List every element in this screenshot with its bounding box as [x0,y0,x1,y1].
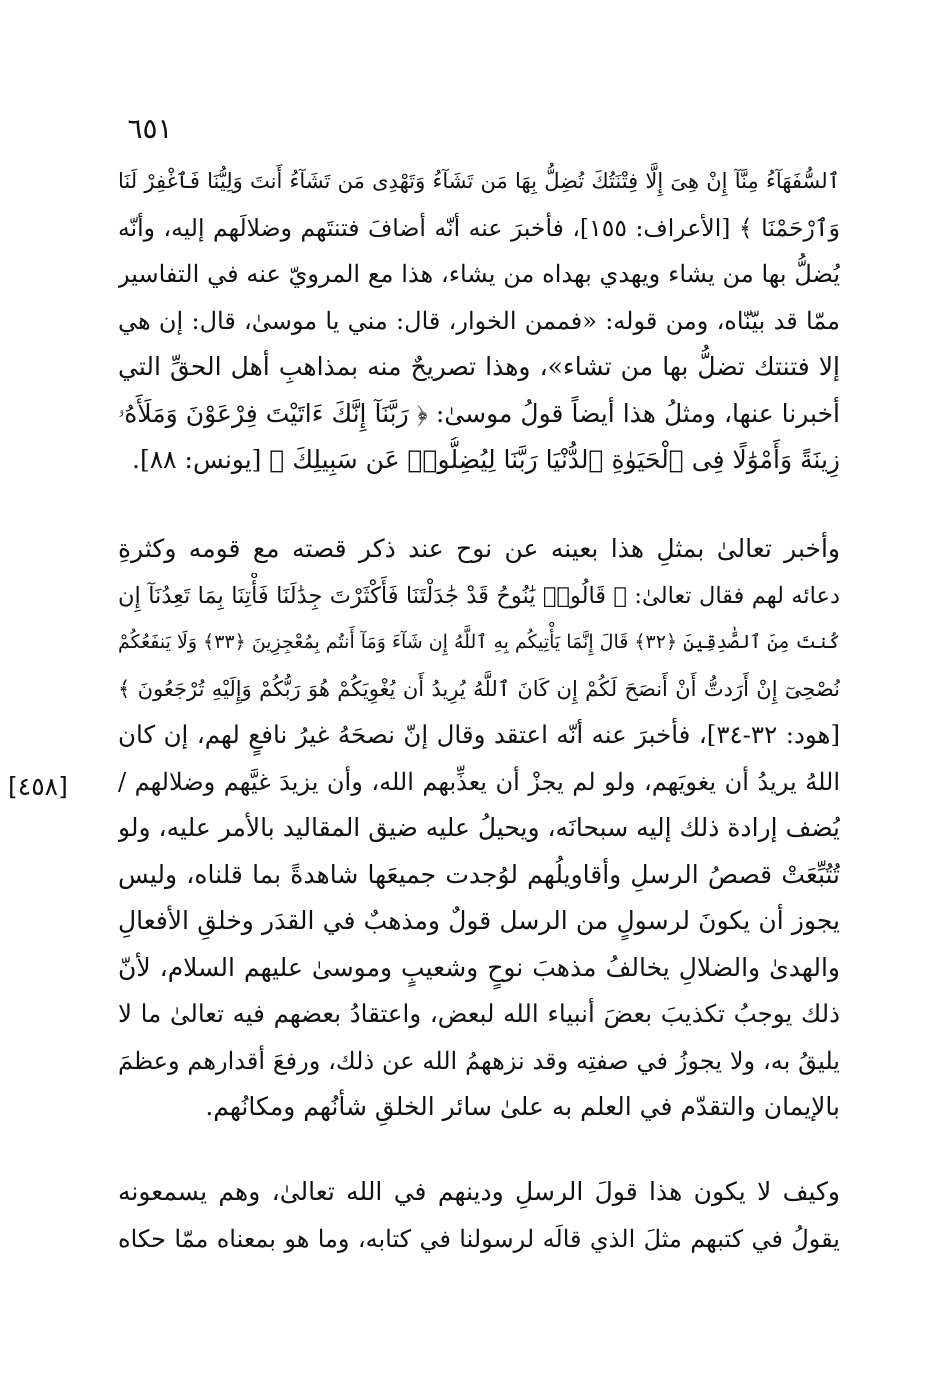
paragraph-3 [118,1169,840,1262]
text-line: وَٱرْحَمْنَا ﴾ [الأعراف: ١٥٥]، فأخبرَ عنه أنّه أضافَ فتنتَهم وضلالَهم إليه، وأنّه [118,213,840,242]
text-line: كُنتَ مِنَ ٱلصَّٰدِقِينَ ﴿٣٢﴾ قَالَ إِنَّمَا يَأْتِيكُم بِهِ ٱللَّهُ إِن شَآءَ وَمَآ أَنتُم بِمُعْجِزِينَ ﴿٣٣﴾ وَلَا يَنفَعُكُمْ [118,631,840,653]
text-line: ممّا قد بيّنّاه، ومن قوله: «فممن الخوار، قال: مني يا موسىٰ، قال: إن هي [118,306,840,335]
text-line: بالإيمان والتقدّم في العلم به علىٰ سائر الخلقِ شأنُهم ومكانُهم. [205,1092,840,1121]
page-number: ٦٥١ [127,112,173,145]
text-line: اللهُ يريدُ أن يغويَهم، ولو لم يجزْ أن يعذِّبهم الله، وأن يزيدَ غيَّهم وضلالهم / [118,767,840,796]
text-line: يُضف إرادة ذلك إليه سبحانَه، ويحيلُ عليه ضيق المقاليد بالأمر عليه، ولو [118,813,840,842]
text-line: دعائه لهم فقال تعالىٰ: ﴿ قَالُوا۟ يَٰنُوحُ قَدْ جَٰدَلْتَنَا فَأَكْثَرْتَ جِدَٰلَنَا فَأْتِنَا بِمَا تَعِدُنَآ إِن [118,582,840,609]
text-line: تُتُبِّعَتْ قصصُ الرسلِ وأقاويلُهم لوُجدت جميعَها شاهدةً بما قلناه، وليس [118,859,840,889]
text-line: [هود: ٣٢-٣٤]، فأخبرَ عنه أنّه اعتقد وقال إنّ نصحَهُ غيرُ نافعٍ لهم، إن كان [118,720,840,749]
text-line: والهدىٰ والضلالِ يخالفُ مذهبَ نوحٍ وشعيبٍ وموسىٰ عليهم السلام، لأنّ [118,952,840,982]
text-line: يليقُ به، ولا يجوزُ في صفتِه وقد نزههمُ الله عن ذلك، ورفعَ أقدارهم وعظمَ [118,1046,840,1075]
margin-page-reference: [٤٥٨] [8,772,68,801]
text-line: زِينَةً وَأَمْوَٰلًا فِى ٱلْحَيَوٰةِ ٱلدُّنْيَا رَبَّنَا لِيُضِلُّوا۟ عَن سَبِيلِكَ ﴾ [يونس: ٨٨]. [132,445,840,474]
text-line: ٱلسُّفَهَآءُ مِنَّآ إِنْ هِىَ إِلَّا فِتْنَتُكَ تُضِلُّ بِهَا مَن تَشَآءُ وَتَهْدِى مَن تَشَآءُ أَنتَ وَلِيُّنَا فَٱغْفِرْ لَنَا [118,169,840,193]
paragraph-2 [118,526,840,1131]
text-line: ذلك يوجبُ تكذيبَ بعضَ أنبياء الله لبعض، واعتقادُ بعضهم فيه تعالىٰ ما لا [118,999,840,1028]
text-line: وأخبر تعالىٰ بمثلِ هذا بعينه عن نوح عند ذكر قصته مع قومه وكثرةِ [118,534,840,563]
text-line: يقولُ في كتبهم مثلَ الذي قالَه لرسولنا في كتابه، وما هو بمعناه ممّا حكاه [118,1224,840,1253]
text-line: يُضلُّ بها من يشاء ويهدي بهداه من يشاء، هذا مع المرويّ عنه في التفاسير [118,260,840,288]
text-line: يجوز أن يكونَ لرسولٍ من الرسل قولٌ ومذهبٌ في القدَر وخلقِ الأفعالِ [118,906,840,935]
text-line: وكيف لا يكون هذا قولَ الرسلِ ودينهم في الله تعالىٰ، وهم يسمعونه [118,1177,840,1206]
text-line: أخبرنا عنها، ومثلُ هذا أيضاً قولُ موسىٰ: ﴿ رَبَّنَآ إِنَّكَ ءَاتَيْتَ فِرْعَوْنَ وَمَلَأَهُۥ [118,398,840,428]
paragraph-1 [118,158,840,484]
text-line: نُصْحِىٓ إِنْ أَرَدتُّ أَنْ أَنصَحَ لَكُمْ إِن كَانَ ٱللَّهُ يُرِيدُ أَن يُغْوِيَكُمْ هُوَ رَبُّكُمْ وَإِلَيْهِ تُرْجَعُونَ ﴾ [118,676,840,701]
text-line: إلا فتنتك تضلُّ بها من تشاء»، وهذا تصريحٌ منه بمذاهبِ أهل الحقِّ التي [118,352,840,381]
